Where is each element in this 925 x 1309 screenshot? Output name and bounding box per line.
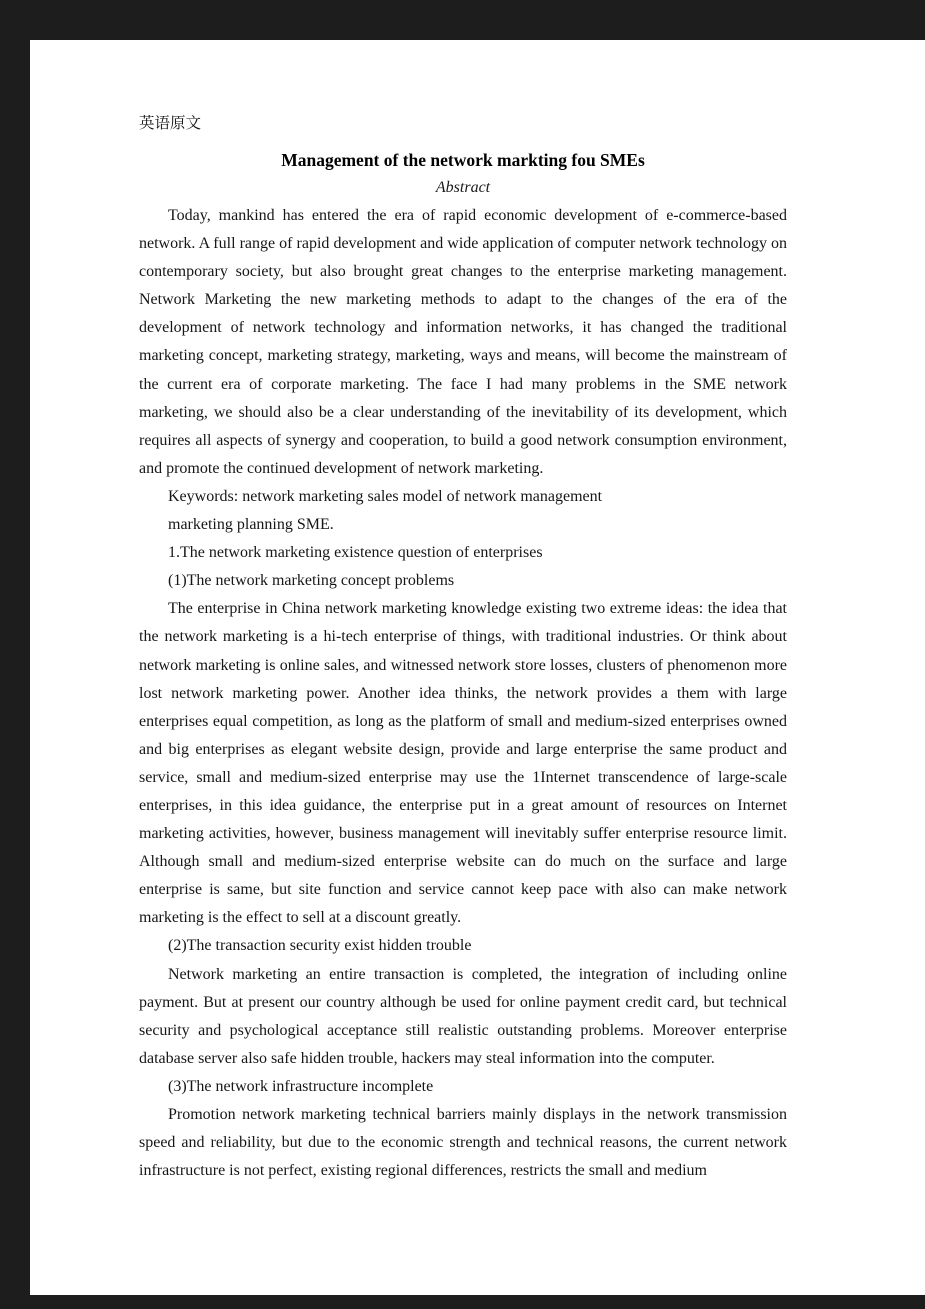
abstract-heading: Abstract [435, 179, 491, 196]
subsection-heading-1-3: (3)The network infrastructure incomplete [168, 1077, 434, 1095]
document-title: Management of the network markting fou SMEs [281, 150, 645, 170]
subsection-heading-1-1: (1)The network marketing concept problems [168, 572, 455, 590]
abstract-paragraph: Today, mankind has entered the era of rapid economic development of e-commerce-based network. A full range of rapid development and wide application of computer network technology on contemporary society, but also brought great changes to the enterprise marketing management. Network Marketing the new marketing methods to adapt to the changes of the era of the development of network technology and information networks, it has changed the traditional marketing concept, marketing strategy, marketing, ways and means, will become the mainstream of the current era of corporate marketing. The face I had many problems in the SME network marketing, we should also be a clear understanding of the inevitability of its development, which requires all aspects of synergy and cooperation, to build a good network consumption environment, and promote the continued development of network marketing. [139, 207, 787, 477]
section-heading-1: 1.The network marketing existence question of enterprises [168, 544, 543, 562]
document-page [30, 40, 925, 1295]
document-language-label: 英语原文 [139, 115, 202, 132]
paragraph-concept-problems: The enterprise in China network marketing knowledge existing two extreme ideas: the idea that the network marketing is a hi-tech enterprise of things, with traditional industries. Or think about network marketing is online sales, and witnessed network store losses, clusters of phenomenon more lost network marketing power. Another idea thinks, the network provides a them with large enterprises equal competition, as long as the platform of small and medium-sized enterprises owned and big enterprises as elegant website design, provide and large enterprise the same product and service, small and medium-sized enterprise may use the 1Internet transcendence of large-scale enterprises, in this idea guidance, the enterprise put in a great amount of resources on Internet marketing activities, however, business management will inevitably suffer enterprise resource limit. Although small and medium-sized enterprise website can do much on the surface and large enterprise is same, but site function and service cannot keep pace with also can make network marketing is the effect to sell at a discount greatly. [139, 600, 787, 927]
subsection-heading-1-2: (2)The transaction security exist hidden trouble [168, 937, 472, 955]
paragraph-transaction-security: Network marketing an entire transaction is completed, the integration of including online payment. But at present our country although be used for online payment credit card, but technical security and psychological acceptance still realistic outstanding problems. Moreover enterprise database server also safe hidden trouble, hackers may steal information into the computer. [139, 965, 787, 1067]
paragraph-network-infrastructure: Promotion network marketing technical barriers mainly displays in the network transmission speed and reliability, but due to the economic strength and technical reasons, the current network infrastructure is not perfect, existing regional differences, restricts the small and medium [139, 1106, 787, 1180]
keywords-continuation-line: marketing planning SME. [168, 516, 334, 534]
keywords-line: Keywords: network marketing sales model of network management [168, 487, 603, 505]
